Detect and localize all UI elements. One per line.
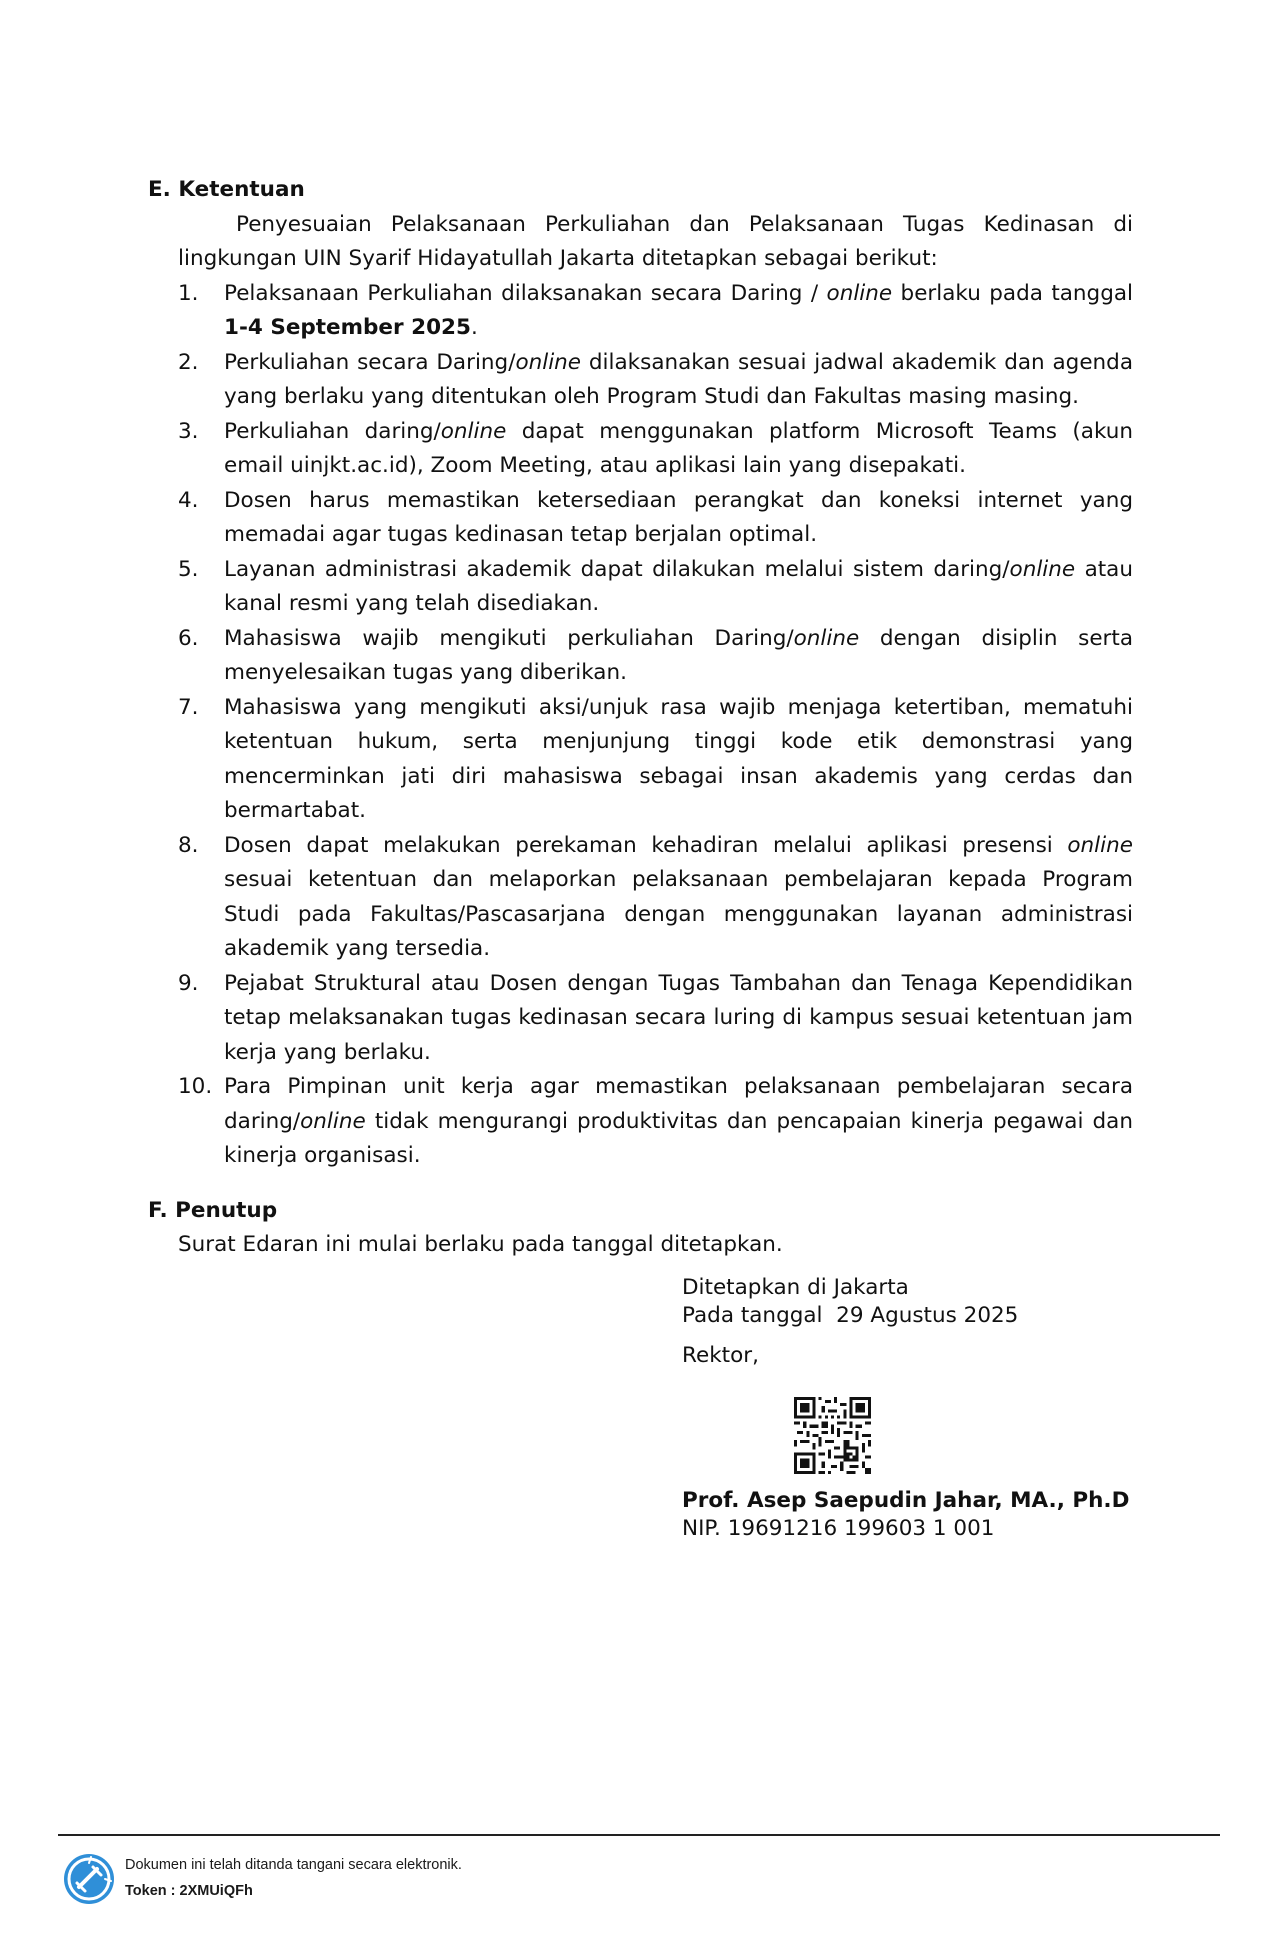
signature-date: Pada tanggal 29 Agustus 2025 <box>682 1303 1019 1328</box>
footer-token: Token : 2XMUiQFh <box>125 1883 253 1899</box>
signer-nip: NIP. 19691216 199603 1 001 <box>682 1516 995 1541</box>
item-text: Layanan administrasi akademik dapat dilakukan melalui sistem daring/ <box>224 556 1010 582</box>
footer-note: Dokumen ini telah ditanda tangani secara elektronik. <box>125 1857 462 1873</box>
item-number: 1. <box>178 280 199 306</box>
section-e-intro: Penyesuaian Pelaksanaan Perkuliahan dan Pelaksanaan Tugas Kedinasan di lingkungan UIN Syarif Hidayatullah Jakarta ditetapkan sebagai berikut: <box>178 211 1133 271</box>
item-number: 6. <box>178 625 199 651</box>
list-item <box>178 277 1133 346</box>
item-text: berlaku pada tanggal <box>892 280 1134 306</box>
section-gap <box>148 1174 1133 1194</box>
qr-code <box>794 1397 871 1474</box>
item-text: Perkuliahan daring/ <box>224 418 441 444</box>
item-italic: online <box>515 349 582 375</box>
qr-code-icon <box>794 1397 871 1474</box>
item-number: 8. <box>178 832 199 858</box>
section-e-body <box>148 208 1133 1174</box>
item-text: tidak mengurangi produktivitas dan pencapaian kinerja pegawai dan kinerja organisasi. <box>224 1108 1133 1168</box>
item-number: 5. <box>178 556 199 582</box>
list-item <box>178 691 1133 829</box>
section-e-heading: E. Ketentuan <box>148 177 305 202</box>
section-f-body: Surat Edaran ini mulai berlaku pada tanggal ditetapkan. <box>178 1232 783 1257</box>
item-text: Dosen harus memastikan ketersediaan perangkat dan koneksi internet yang memadai agar tugas kedinasan tetap berjalan optimal. <box>224 487 1133 547</box>
item-number: 10. <box>178 1074 213 1099</box>
list-item <box>178 967 1133 1071</box>
item-text: Pejabat Struktural atau Dosen dengan Tugas Tambahan dan Tenaga Kependidikan tetap melaksanakan tugas kedinasan secara luring di kampus sesuai ketentuan jam kerja yang berlaku. <box>224 970 1133 1065</box>
provisions-list <box>178 277 1133 1174</box>
list-item <box>178 346 1133 415</box>
item-text: Perkuliahan secara Daring/ <box>224 349 516 375</box>
document-body <box>148 173 1133 1263</box>
section-f-heading: F. Penutup <box>148 1197 278 1223</box>
list-item <box>178 415 1133 484</box>
item-italic: online <box>826 280 893 306</box>
item-italic: online <box>300 1108 366 1134</box>
item-italic: online <box>793 625 860 651</box>
signature-role: Rektor, <box>682 1343 759 1368</box>
item-text: Mahasiswa wajib mengikuti perkuliahan Daring/ <box>224 625 794 651</box>
list-item <box>178 484 1133 553</box>
list-item <box>178 829 1133 967</box>
item-text: Dosen dapat melakukan perekaman kehadiran melalui aplikasi presensi <box>224 832 1068 858</box>
seal-graphic <box>63 1853 115 1905</box>
item-text: Para Pimpinan unit kerja agar memastikan pelaksanaan pembelajaran secara daring/ <box>224 1074 1133 1134</box>
item-text: dengan disiplin serta menyelesaikan tugas yang diberikan. <box>224 625 1133 685</box>
item-number: 4. <box>178 487 199 513</box>
item-italic: online <box>440 418 507 444</box>
item-text: dilaksanakan sesuai jadwal akademik dan agenda yang berlaku yang ditentukan oleh Program Studi dan Fakultas masing masing. <box>224 349 1134 409</box>
item-number: 9. <box>178 970 199 996</box>
signature-place: Ditetapkan di Jakarta <box>682 1275 909 1300</box>
item-text: dapat menggunakan platform Microsoft Teams (akun email uinjkt.ac.id), Zoom Meeting, atau aplikasi lain yang disepakati. <box>224 418 1133 478</box>
item-text: sesuai ketentuan dan melaporkan pelaksanaan pembelajaran kepada Program Studi pada Fakultas/Pascasarjana dengan menggunakan layanan administrasi akademik yang tersedia. <box>224 867 1133 961</box>
signer-name: Prof. Asep Saepudin Jahar, MA., Ph.D <box>682 1488 1130 1513</box>
item-italic: online <box>1067 832 1133 858</box>
list-item <box>178 1070 1133 1174</box>
item-italic: online <box>1009 556 1076 582</box>
item-text: Mahasiswa yang mengikuti aksi/unjuk rasa wajib menjaga ketertiban, mematuhi ketentuan hukum, serta menjunjung tinggi kode etik demonstrasi yang mencerminkan jati diri mahasiswa sebagai insan akademis yang cerdas dan bermartabat. <box>224 694 1133 823</box>
e-signature-seal-icon <box>63 1853 115 1905</box>
item-number: 3. <box>178 418 199 444</box>
footer-divider <box>58 1834 1220 1836</box>
item-text: . <box>470 315 478 340</box>
item-number: 7. <box>178 694 199 720</box>
item-bold-date: 1-4 September 2025 <box>224 315 471 340</box>
item-number: 2. <box>178 349 199 375</box>
item-text: atau kanal resmi yang telah disediakan. <box>224 556 1133 616</box>
list-item <box>178 622 1133 691</box>
signer-block <box>682 1487 1162 1543</box>
item-text: Pelaksanaan Perkuliahan dilaksanakan secara Daring / <box>224 280 827 306</box>
list-item <box>178 553 1133 622</box>
signature-block <box>682 1274 1162 1370</box>
